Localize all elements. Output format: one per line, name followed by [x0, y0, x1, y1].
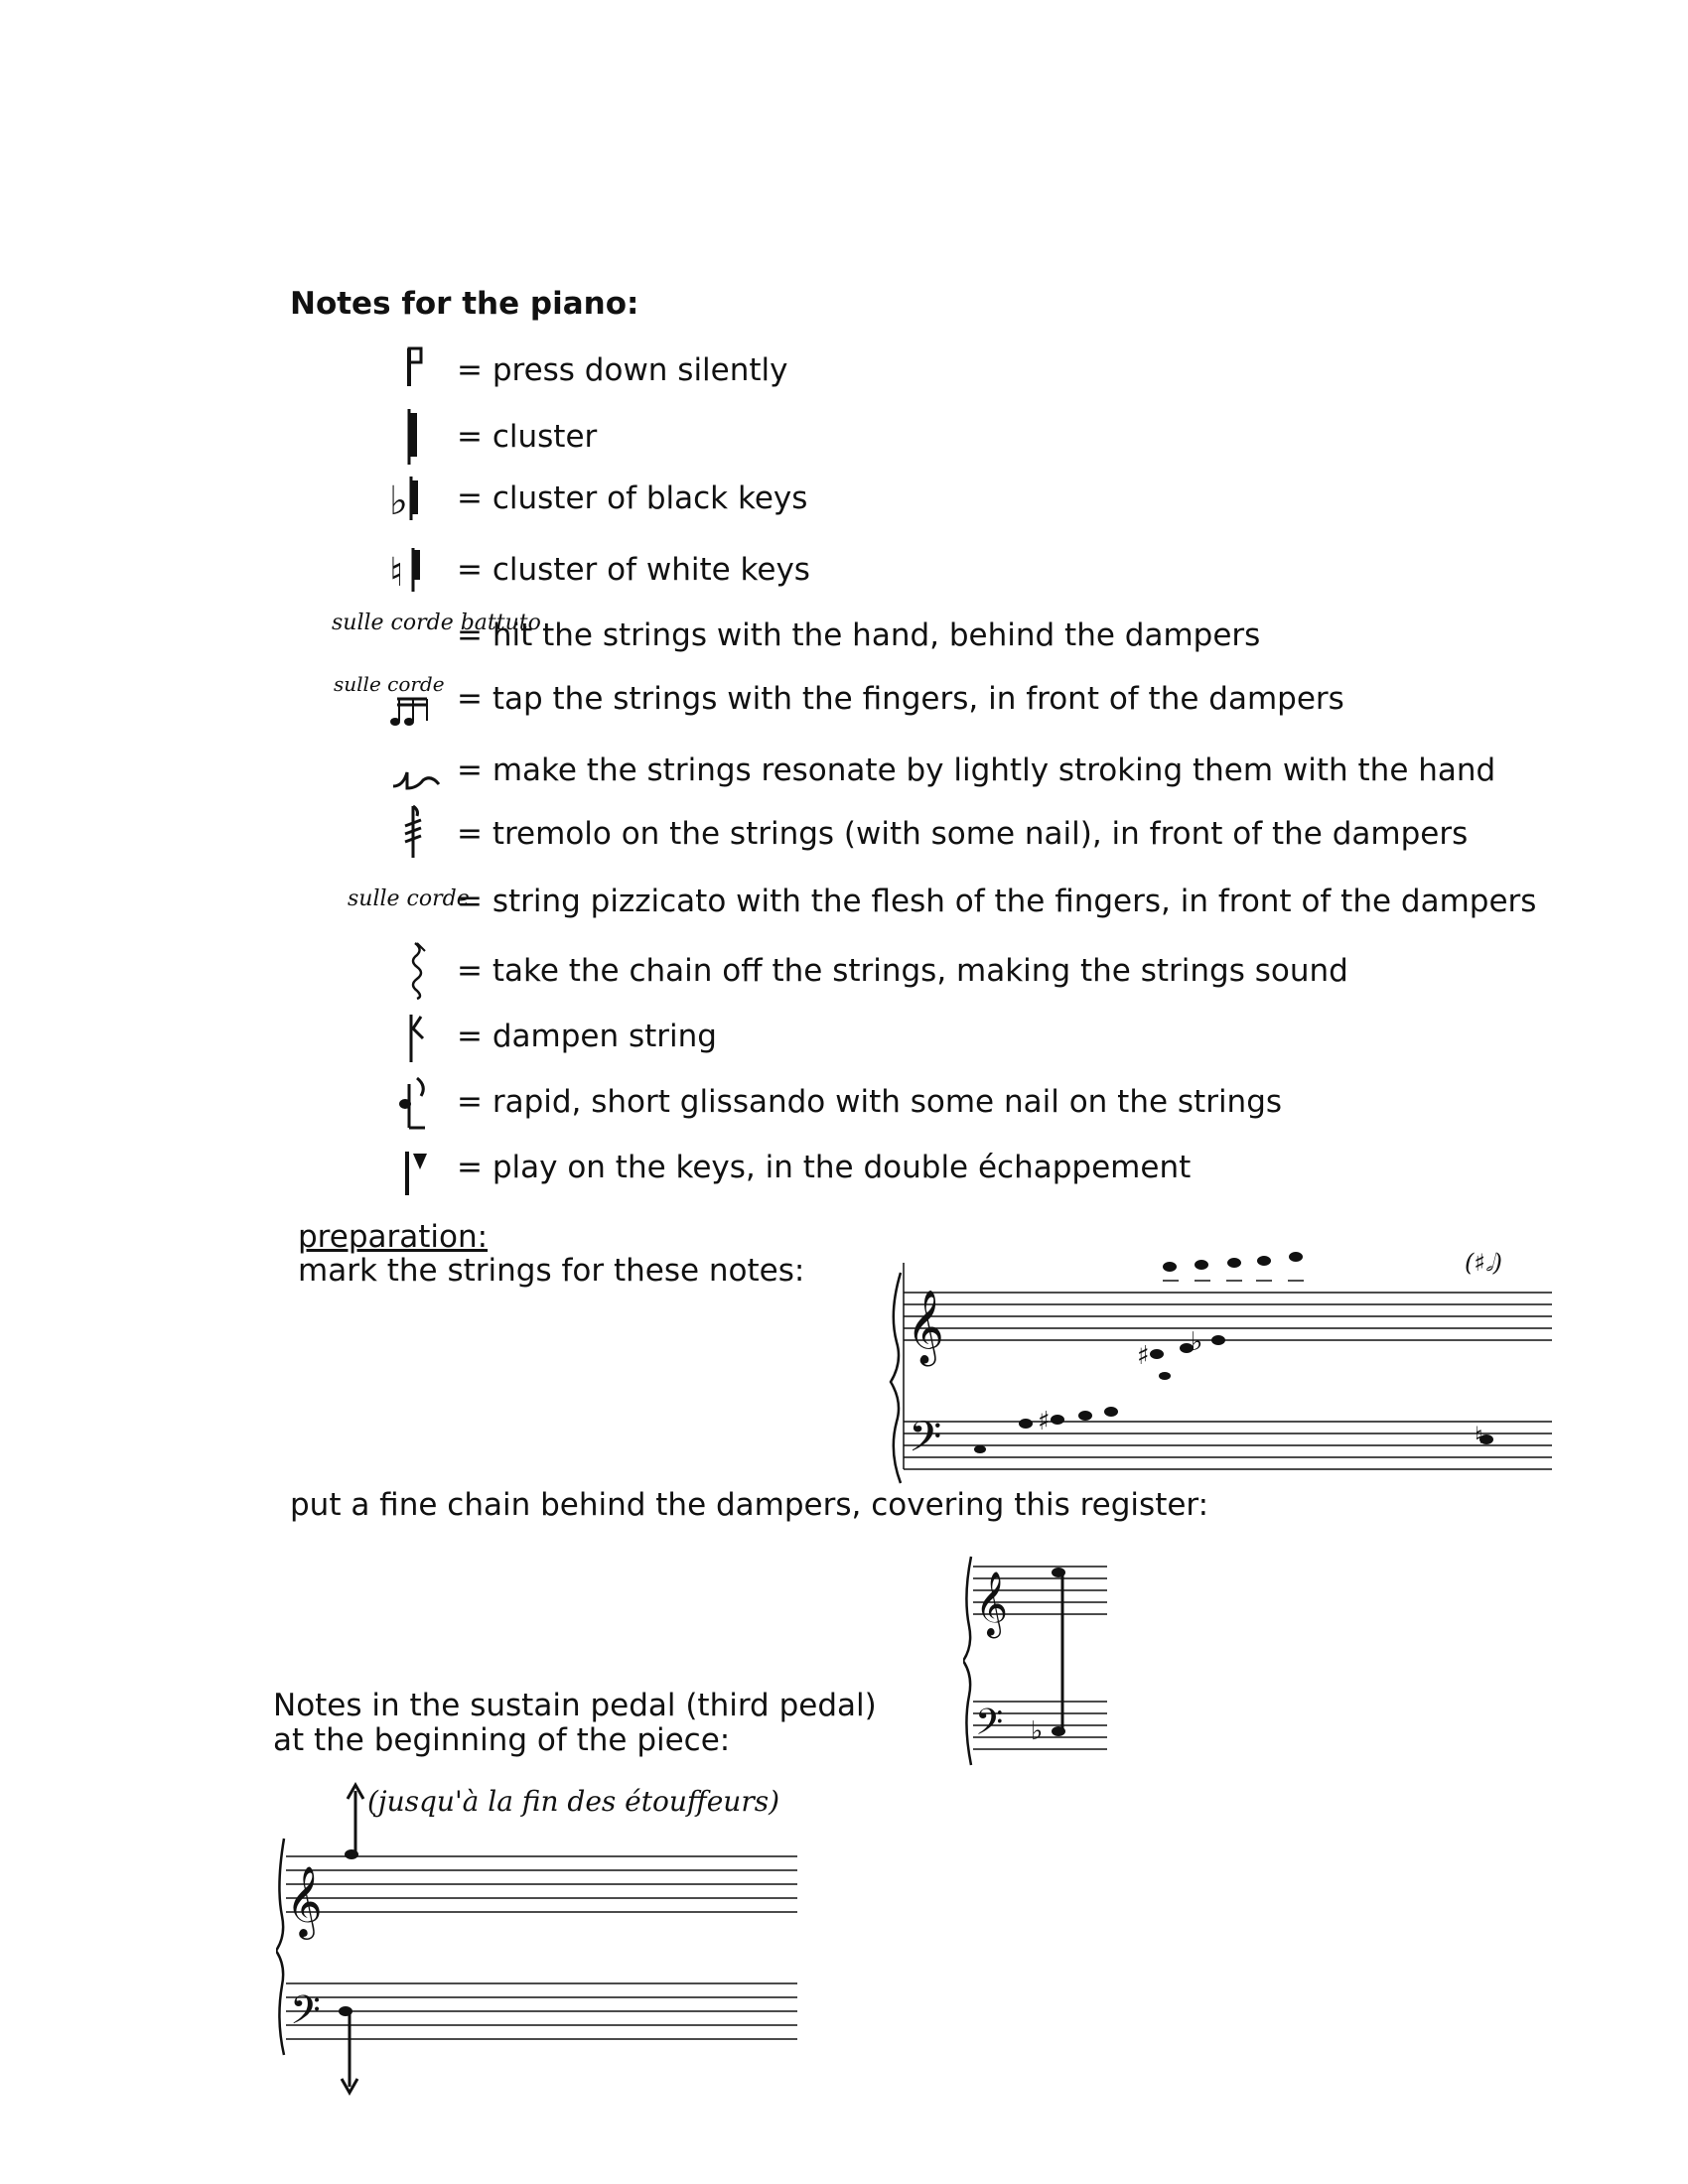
svg-text:𝄞: 𝄞	[975, 1571, 1009, 1636]
chain-register-staff	[963, 1537, 1112, 1775]
svg-text:♯: ♯	[1038, 1407, 1051, 1436]
legend-row-dampen	[328, 1009, 1549, 1064]
nail-glissando-icon	[328, 1074, 457, 1130]
press-silently-icon	[328, 342, 457, 398]
sulle-corde-pizz-icon	[328, 874, 470, 929]
marked-strings-staff	[889, 1223, 1564, 1491]
legend-text: = rapid, short glissando with some nail on the strings	[457, 1084, 1283, 1120]
legend-row-pizz	[328, 874, 1549, 929]
legend-text: = cluster of white keys	[457, 552, 810, 588]
dampen-string-icon	[328, 1009, 457, 1064]
legend-row-battuto	[328, 608, 1549, 663]
svg-text:𝄢: 𝄢	[975, 1702, 1004, 1752]
tremolo-icon	[328, 806, 457, 862]
sustain-line-2: at the beginning of the piece:	[273, 1722, 731, 1758]
svg-text:sulle corde battuto: sulle corde battuto	[332, 611, 541, 635]
sulle-corde-tap-icon	[328, 671, 457, 727]
legend-row-glissando	[328, 1074, 1549, 1130]
svg-text:𝄢: 𝄢	[909, 1413, 942, 1472]
legend-text: = take the chain off the strings, making the strings sound	[457, 953, 1348, 989]
stroke-resonate-icon	[328, 743, 457, 798]
legend-text: = string pizzicato with the flesh of the fingers, in front of the dampers	[457, 884, 1537, 919]
legend-row-press-silently	[328, 342, 1549, 398]
legend-text: = tap the strings with the fingers, in front of the dampers	[457, 681, 1344, 717]
chain-text: put a fine chain behind the dampers, covering this register:	[290, 1487, 1209, 1523]
legend-text: = dampen string	[457, 1019, 717, 1054]
svg-text:♮: ♮	[1475, 1422, 1483, 1449]
legend-row-tremolo	[328, 806, 1549, 862]
cluster-icon	[328, 409, 457, 465]
legend-row-cluster	[328, 409, 1549, 465]
legend-text: = play on the keys, in the double échappement	[457, 1150, 1192, 1185]
svg-text:𝄞: 𝄞	[907, 1291, 944, 1364]
legend-row-white-cluster	[328, 542, 1549, 598]
sustain-notes-staff	[276, 1777, 812, 2105]
preparation-mark-text: mark the strings for these notes:	[298, 1253, 805, 1289]
legend-row-chain-off	[328, 943, 1549, 999]
svg-text:sulle corde: sulle corde	[334, 672, 445, 696]
legend-row-double-echappement	[328, 1140, 1549, 1195]
legend-row-black-cluster	[328, 471, 1549, 526]
legend-text: = make the strings resonate by lightly stroking them with the hand	[457, 752, 1496, 788]
legend-text: = hit the strings with the hand, behind the dampers	[457, 617, 1261, 653]
svg-text:♭: ♭	[1191, 1327, 1203, 1357]
sustain-annotation: (jusqu'à la fin des étouffeurs)	[367, 1785, 780, 1818]
white-key-cluster-icon	[328, 542, 457, 598]
svg-text:♭: ♭	[389, 478, 408, 524]
legend-text: = press down silently	[457, 352, 788, 388]
legend-text: = cluster of black keys	[457, 480, 808, 516]
double-echappement-icon	[328, 1140, 457, 1195]
legend-text: = cluster	[457, 419, 598, 455]
chain-off-icon	[328, 943, 457, 999]
sulle-corde-battuto-icon	[328, 608, 541, 663]
svg-text:𝄢: 𝄢	[290, 1987, 321, 2043]
svg-text:♯: ♯	[1137, 1341, 1150, 1371]
svg-text:𝄞: 𝄞	[286, 1864, 323, 1937]
preparation-label: preparation:	[298, 1219, 489, 1255]
legend-row-tap	[328, 671, 1549, 727]
svg-text:sulle corde: sulle corde	[348, 887, 470, 911]
page-heading: Notes for the piano:	[290, 286, 639, 322]
svg-text:(♯𝅗𝅥): (♯𝅗𝅥)	[1465, 1249, 1502, 1277]
black-key-cluster-icon	[328, 471, 457, 526]
sustain-line-1: Notes in the sustain pedal (third pedal)	[273, 1688, 877, 1723]
svg-text:♮: ♮	[389, 550, 404, 596]
svg-text:♭: ♭	[1031, 1716, 1044, 1746]
legend-text: = tremolo on the strings (with some nail), in front of the dampers	[457, 816, 1469, 852]
legend-row-stroke	[328, 743, 1549, 798]
